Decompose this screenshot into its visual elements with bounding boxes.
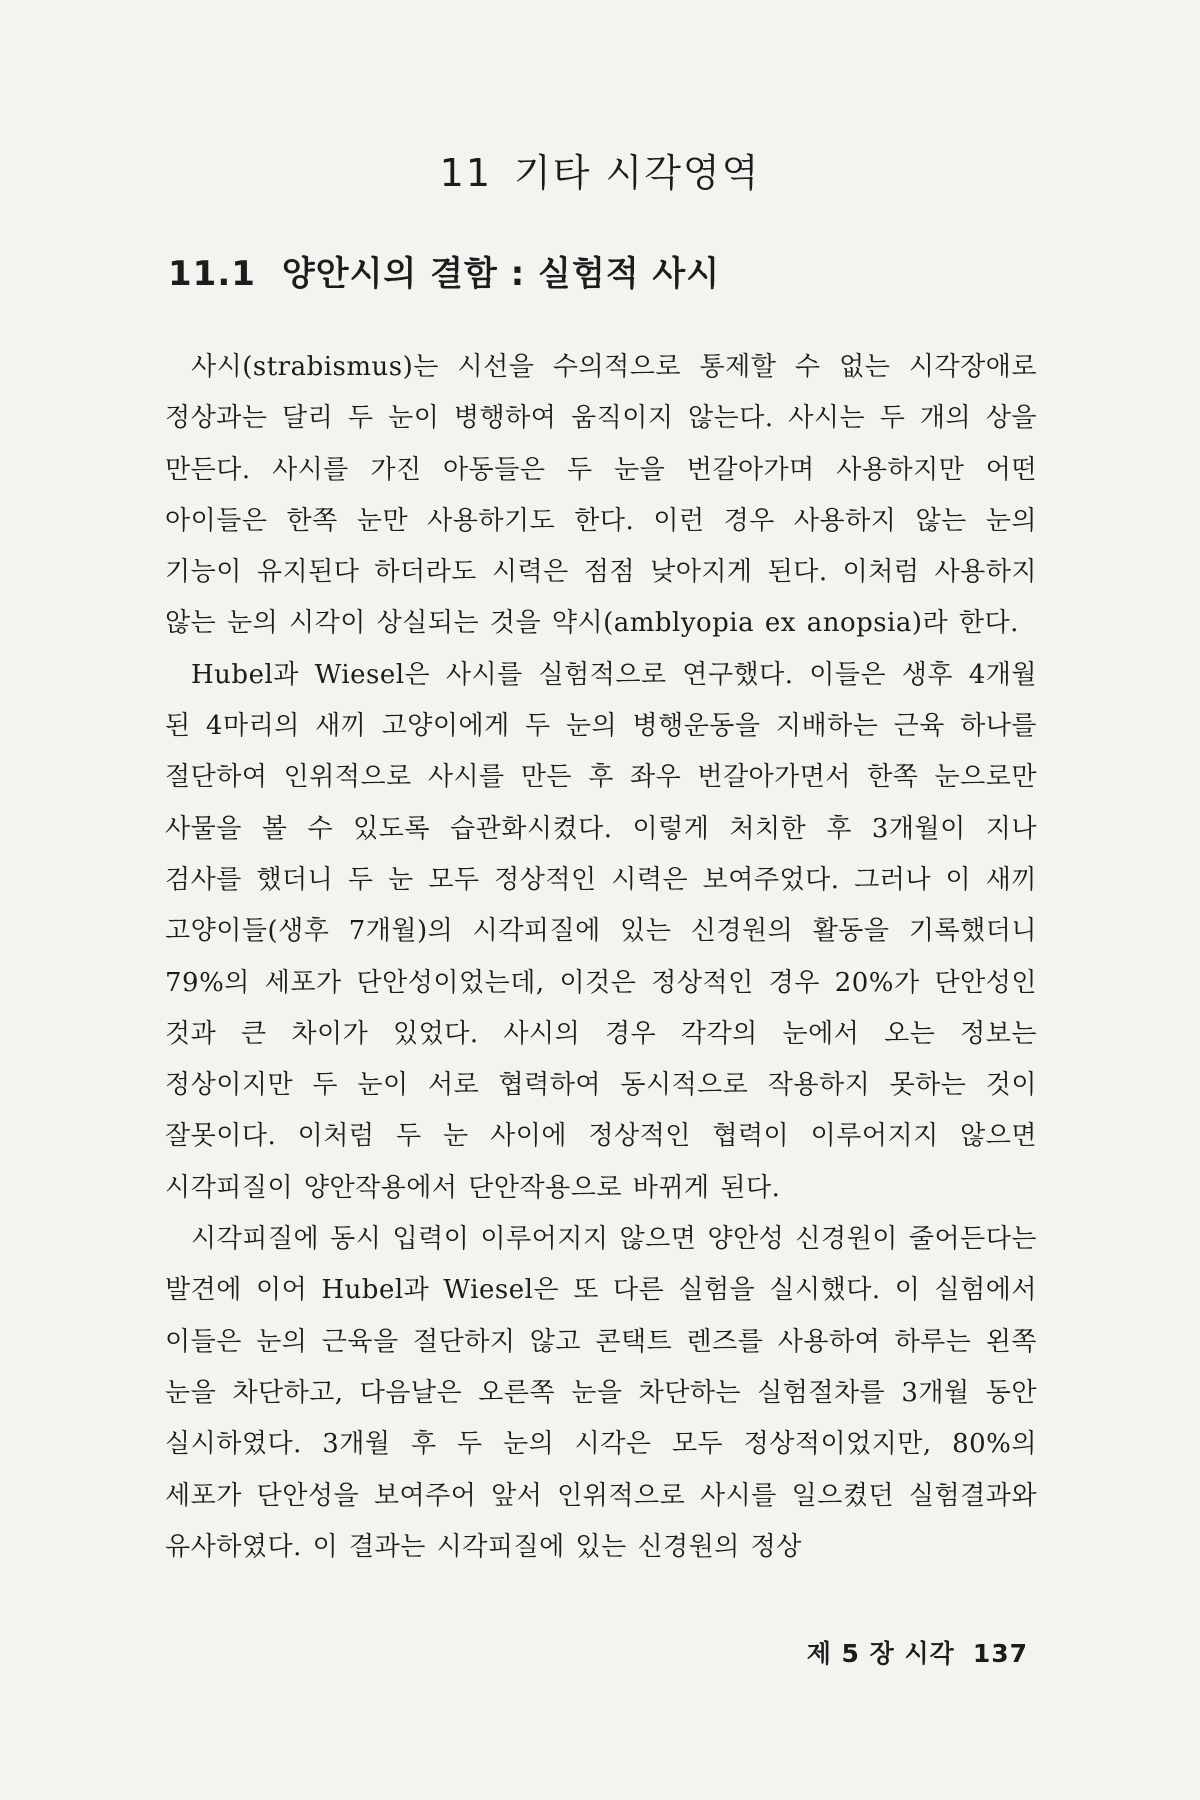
paragraph-1: 사시(strabismus)는 시선을 수의적으로 통제할 수 없는 시각장애로 정상과는 달리 두 눈이 병행하여 움직이지 않는다. 사시는 두 개의 상을 만든다. 사시를 가진 아동들은 두 눈을 번갈아가며 사용하지만 어떤 아이들은 한쪽 눈만 사용하기도 한다. 이런 경우 사용하지 않는 눈의 기능이 유지된다 하더라도 시력은 점점 낮아지게 된다. 이처럼 사용하지 않는 눈의 시각이 상실되는 것을 약시(amblyopia ex anopsia)라 한다.	[165, 352, 1037, 639]
section-number: 11.1	[168, 254, 256, 294]
chapter-number: 11	[439, 151, 493, 195]
chapter-heading	[0, 142, 1200, 197]
paragraph-2: Hubel과 Wiesel은 사시를 실험적으로 연구했다. 이들은 생후 4개월 된 4마리의 새끼 고양이에게 두 눈의 병행운동을 지배하는 근육 하나를 절단하여 인위적으로 사시를 만든 후 좌우 번갈아가면서 한쪽 눈으로만 사물을 볼 수 있도록 습관화시켰다. 이렇게 처치한 후 3개월이 지나 검사를 했더니 두 눈 모두 정상적인 시력은 보여주었다. 그러나 이 새끼 고양이들(생후 7개월)의 시각피질에 있는 신경원의 활동을 기록했더니 79%의 세포가 단안성이었는데, 이것은 정상적인 경우 20%가 단안성인 것과 큰 차이가 있었다. 사시의 경우 각각의 눈에서 오는 정보는 정상이지만 두 눈이 서로 협력하여 동시적으로 작용하지 못하는 것이 잘못이다. 이처럼 두 눈 사이에 정상적인 협력이 이루어지지 않으면 시각피질이 양안작용에서 단안작용으로 바뀌게 된다.	[165, 659, 1037, 1203]
page-footer	[807, 1634, 1028, 1670]
chapter-title: 기타 시각영역	[514, 151, 761, 195]
footer-chapter-label: 제 5 장 시각	[806, 1639, 955, 1668]
section-title: 양안시의 결함 : 실험적 사시	[281, 254, 721, 294]
page-number: 137	[972, 1639, 1028, 1668]
section-heading	[168, 246, 720, 295]
paragraph-3: 시각피질에 동시 입력이 이루어지지 않으면 양안성 신경원이 줄어든다는 발견에 이어 Hubel과 Wiesel은 또 다른 실험을 실시했다. 이 실험에서 이들은 눈의 근육을 절단하지 않고 콘택트 렌즈를 사용하여 하루는 왼쪽 눈을 차단하고, 다음날은 오른쪽 눈을 차단하는 실험절차를 3개월 동안 실시하였다. 3개월 후 두 눈의 시각은 모두 정상적이었지만, 80%의 세포가 단안성을 보여주어 앞서 인위적으로 사시를 일으켰던 실험결과와 유사하였다. 이 결과는 시각피질에 있는 신경원의 정상	[165, 1224, 1037, 1562]
body-text	[165, 342, 1037, 1573]
